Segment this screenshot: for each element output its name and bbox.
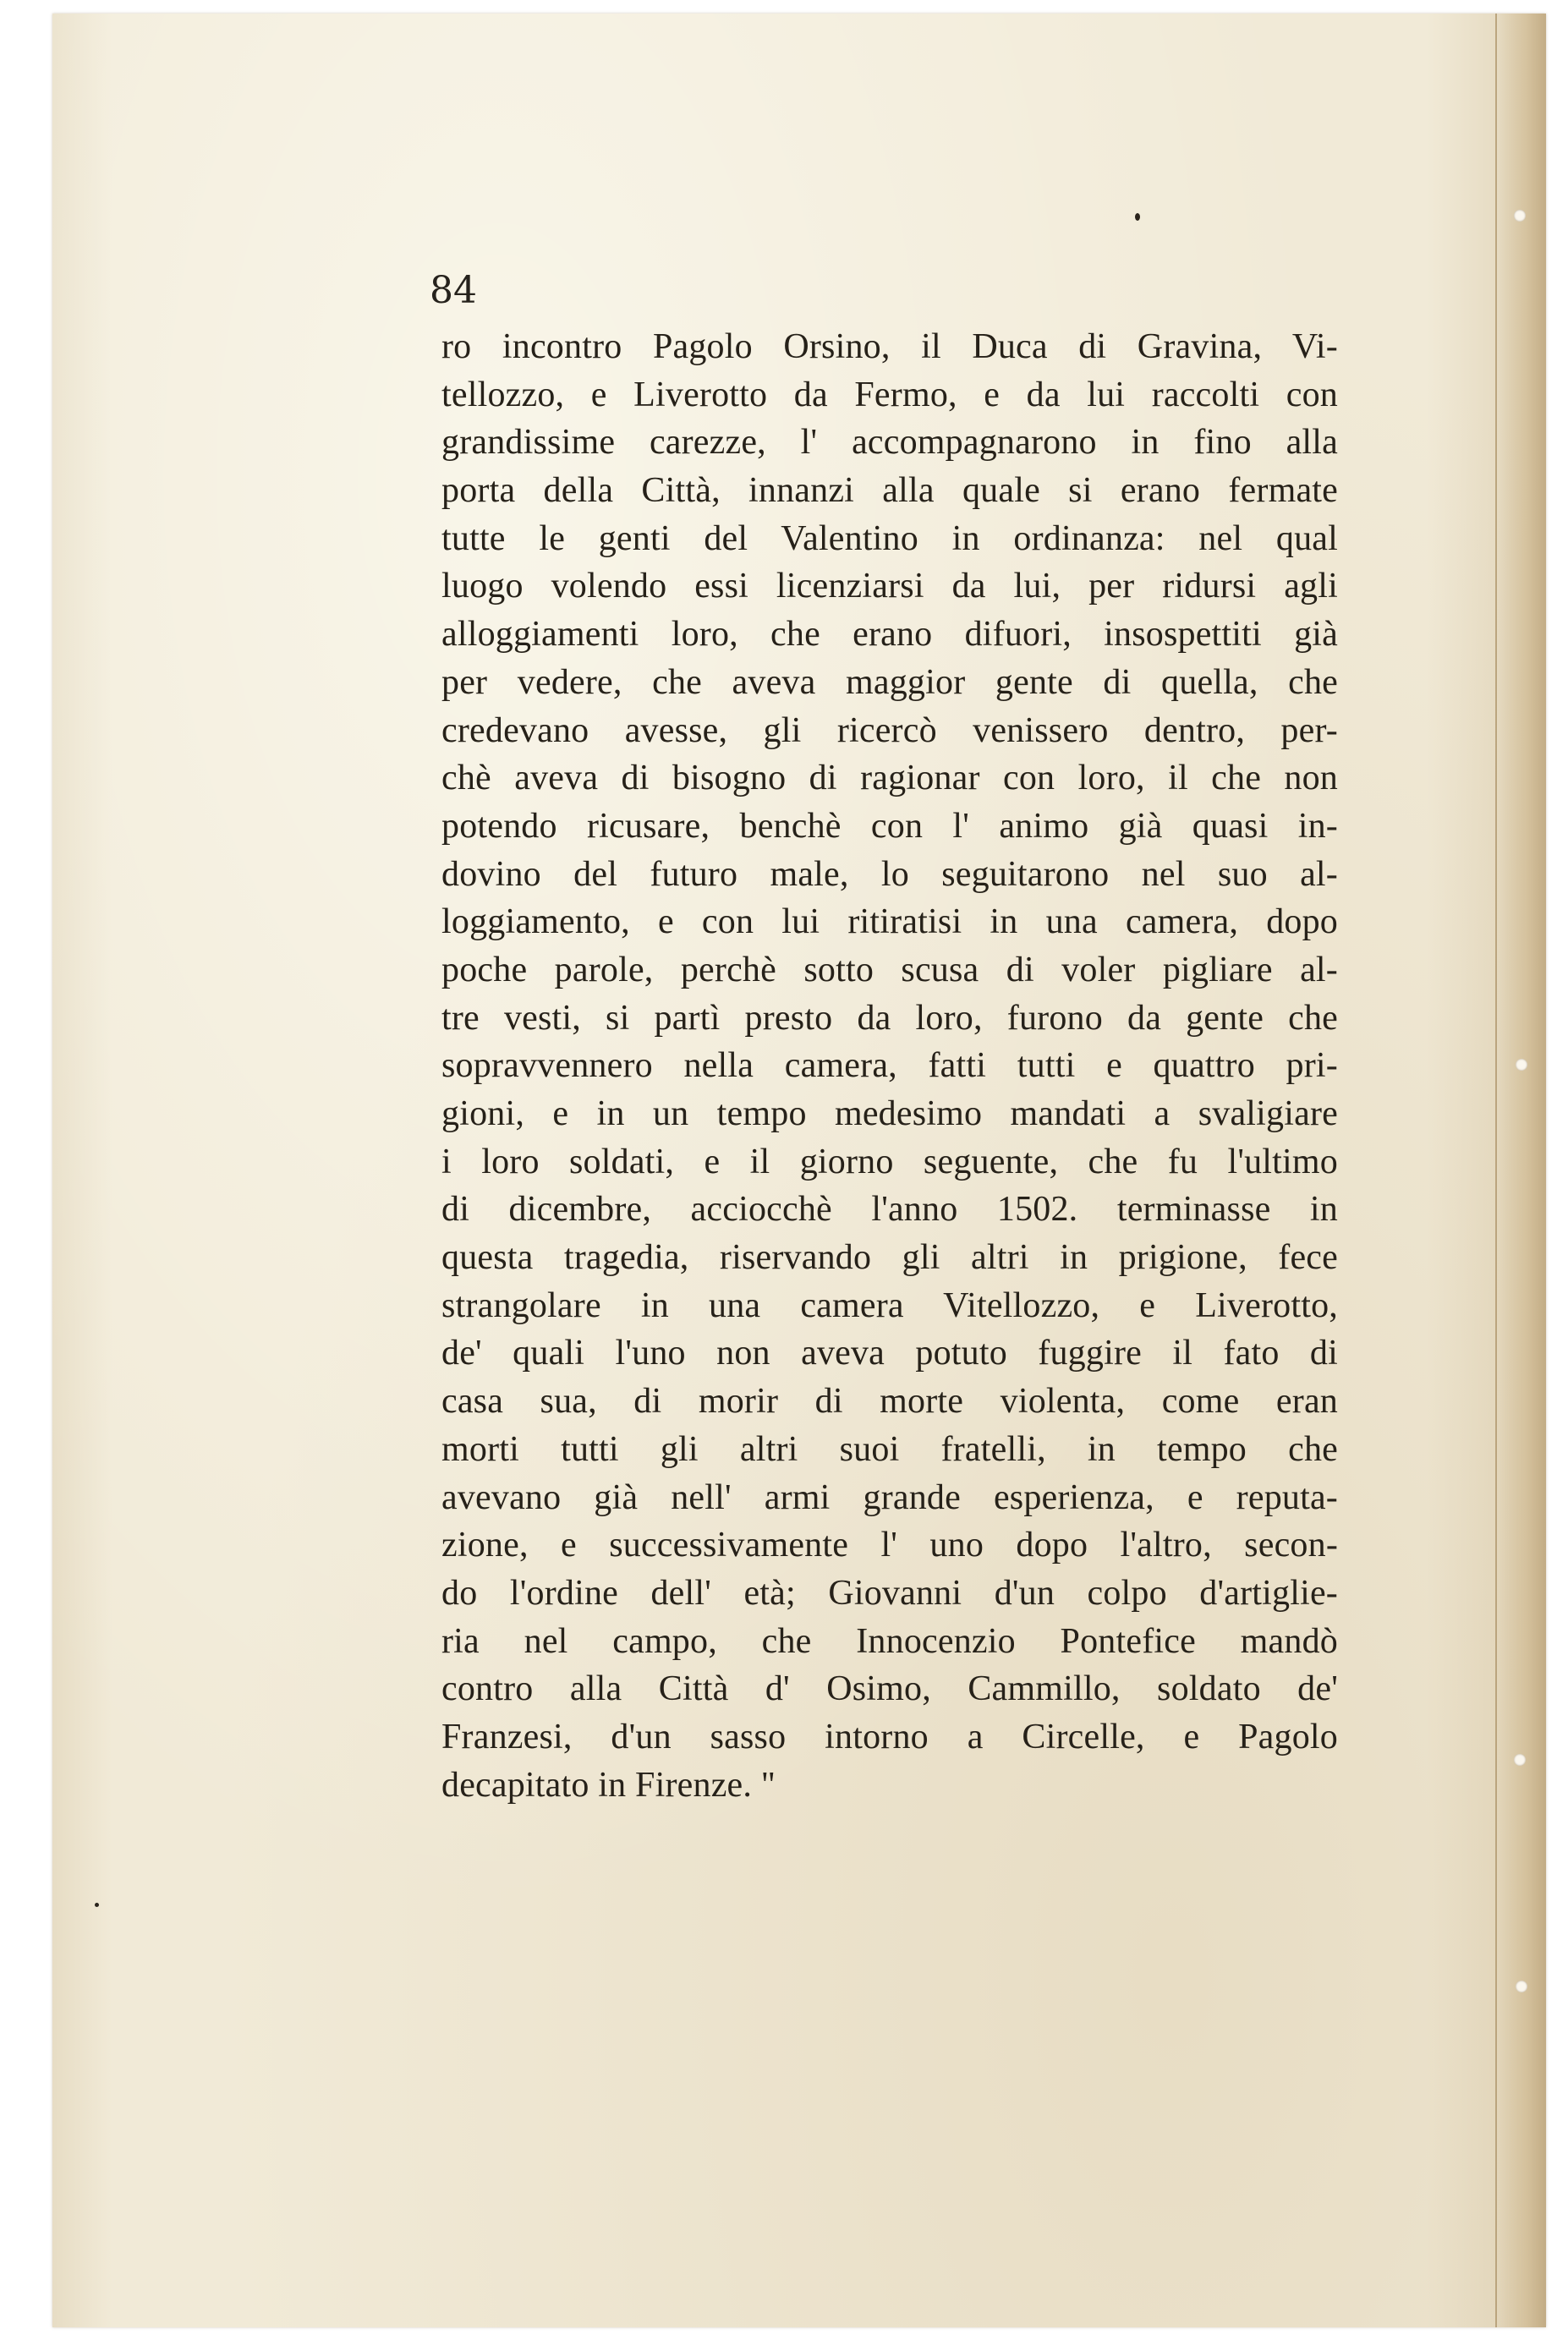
text-line: i loro soldati, e il giorno seguente, che fu l'ultimo bbox=[441, 1142, 1338, 1181]
text-line: do l'ordine dell' età; Giovanni d'un colpo d'artiglie- bbox=[441, 1573, 1338, 1613]
text-line: strangolare in una camera Vitellozzo, e Liverotto, bbox=[441, 1285, 1338, 1325]
text-line: tutte le genti del Valentino in ordinanza: nel qual bbox=[441, 518, 1338, 558]
text-line: porta della Città, innanzi alla quale si erano fermate bbox=[441, 471, 1338, 511]
text-line: avevano già nell' armi grande esperienza, e reputa- bbox=[441, 1477, 1338, 1517]
text-line: de' quali l'uno non aveva potuto fuggire il fato di bbox=[441, 1334, 1338, 1373]
text-line: luogo volendo essi licenziarsi da lui, per ridursi agli bbox=[441, 567, 1338, 606]
ink-speck bbox=[1135, 213, 1140, 221]
text-line: per vedere, che aveva maggior gente di quella, che bbox=[441, 662, 1338, 702]
body-text bbox=[441, 323, 1338, 1809]
page-number: 84 bbox=[430, 269, 477, 312]
text-line: casa sua, di morir di morte violenta, come eran bbox=[441, 1382, 1338, 1422]
text-line: potendo ricusare, benchè con l' animo già quasi in- bbox=[441, 806, 1338, 846]
text-line: morti tutti gli altri suoi fratelli, in tempo che bbox=[441, 1429, 1338, 1469]
text-line: credevano avesse, gli ricercò venissero dentro, per- bbox=[441, 710, 1338, 750]
text-line: alloggiamenti loro, che erano difuori, insospettiti già bbox=[441, 615, 1338, 655]
binding-hole bbox=[1514, 210, 1526, 222]
text-line: di dicembre, acciocchè l'anno 1502. terminasse in bbox=[441, 1190, 1338, 1230]
text-line: Franzesi, d'un sasso intorno a Circelle, e Pagolo bbox=[441, 1717, 1338, 1756]
binding-hole bbox=[1516, 1981, 1527, 1992]
text-line: ro incontro Pagolo Orsino, il Duca di Gravina, Vi- bbox=[441, 327, 1338, 366]
text-line: loggiamento, e con lui ritiratisi in una camera, dopo bbox=[441, 902, 1338, 942]
text-line: questa tragedia, riservando gli altri in prigione, fece bbox=[441, 1238, 1338, 1278]
text-line: contro alla Città d' Osimo, Cammillo, soldato de' bbox=[441, 1669, 1338, 1709]
text-line: zione, e successivamente l' uno dopo l'altro, secon- bbox=[441, 1526, 1338, 1565]
binding-hole bbox=[1514, 1754, 1526, 1766]
text-line: gioni, e in un tempo medesimo mandati a svaligiare bbox=[441, 1094, 1338, 1133]
text-line: sopravvennero nella camera, fatti tutti e quattro pri- bbox=[441, 1046, 1338, 1086]
text-line: ria nel campo, che Innocenzio Pontefice mandò bbox=[441, 1621, 1338, 1661]
text-line: grandissime carezze, l' accompagnarono in fino alla bbox=[441, 423, 1338, 463]
text-line: decapitato in Firenze. " bbox=[441, 1765, 776, 1805]
text-line: chè aveva di bisogno di ragionar con loro, il che non bbox=[441, 759, 1338, 798]
text-line: poche parole, perchè sotto scusa di voler pigliare al- bbox=[441, 950, 1338, 989]
text-line: dovino del futuro male, lo seguitarono nel suo al- bbox=[441, 854, 1338, 894]
ink-speck bbox=[95, 1903, 99, 1907]
text-line: tellozzo, e Liverotto da Fermo, e da lui raccolti con bbox=[441, 375, 1338, 414]
binding-hole bbox=[1516, 1059, 1527, 1071]
text-line: tre vesti, si partì presto da loro, furono da gente che bbox=[441, 998, 1338, 1038]
